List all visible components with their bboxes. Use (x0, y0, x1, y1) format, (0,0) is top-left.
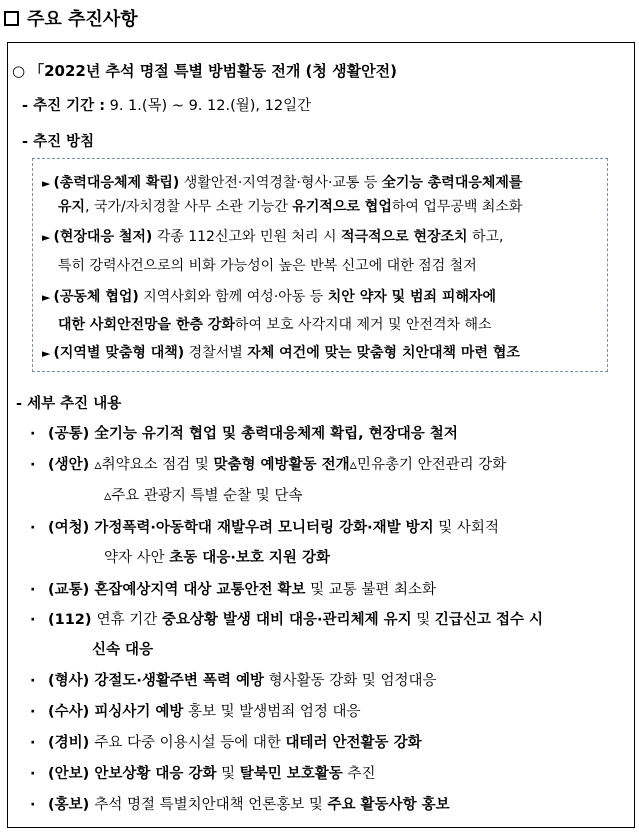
text-run: 가정폭력·아동학대 재발우려 모니터링 강화·재발 방지 (94, 520, 434, 536)
period-label: - 추진 기간 : (22, 98, 105, 114)
dot-bullet-icon: · (30, 612, 36, 628)
text-run: (교통) (48, 582, 95, 598)
dot-bullet-icon: · (30, 766, 36, 782)
event-title-line (12, 60, 397, 81)
arrow-bullet-icon: ► (42, 347, 51, 360)
event-title: 「2022년 추석 명절 특별 방범활동 전개 (청 생활안전) (29, 62, 397, 80)
detail-item (30, 700, 361, 721)
text-run: 약자 사안 (104, 550, 170, 566)
policy-item (42, 172, 522, 192)
dot-bullet-icon: · (30, 520, 36, 536)
text-run: (총력대응체제 확립) (53, 175, 180, 191)
text-run: ▵민유총기 안전관리 강화 (349, 457, 507, 473)
text-run: ▵취약요소 점검 및 (94, 457, 214, 473)
dot-bullet-icon: · (30, 735, 36, 751)
policy-item-continuation (58, 196, 522, 216)
policy-item-continuation (58, 314, 492, 334)
text-run: (경비) (48, 735, 95, 751)
detail-item (30, 793, 450, 814)
text-run: 생활안전·지역경찰·형사·교통 등 (179, 175, 382, 191)
text-run: (112) (48, 612, 97, 628)
detail-item (30, 516, 499, 537)
text-run: (공동체 협업) (53, 289, 139, 305)
text-run: 중요상황 발생 대비 대응·관리체제 유지 (161, 612, 412, 628)
text-run: 경찰서별 (184, 345, 248, 361)
text-run: 및 (411, 612, 435, 628)
text-run: 주요 다중 이용시설 등에 대한 (94, 735, 286, 751)
policy-item (42, 286, 496, 306)
dot-bullet-icon: · (30, 704, 36, 720)
text-run: (지역별 맞춤형 대책) (53, 345, 185, 361)
detail-item-continuation (92, 638, 153, 659)
dot-bullet-icon: · (30, 426, 36, 442)
detail-item (30, 453, 506, 474)
text-run: 全기능 총력대응체제를 (381, 175, 523, 191)
detail-item-continuation (104, 546, 330, 567)
text-run: 안보상황 대응 강화 (94, 766, 217, 782)
detail-item (30, 578, 436, 599)
policy-heading: - 추진 방침 (22, 134, 95, 150)
text-run: (여청) (48, 520, 95, 536)
dot-bullet-icon: · (30, 457, 36, 473)
section-header (4, 6, 138, 30)
text-run: 全기능 유기적 협업 및 총력대응체제 확립, 현장대응 철저 (94, 426, 458, 442)
text-run: (안보) (48, 766, 95, 782)
text-run: (현장대응 철저) (53, 229, 153, 245)
section-title: 주요 추진사항 (27, 9, 138, 30)
text-run: (형사) (48, 673, 95, 689)
arrow-bullet-icon: ► (42, 291, 51, 304)
text-run: (생안) (48, 457, 95, 473)
detail-item (30, 762, 375, 783)
text-run: 홍보 및 발생범죄 엄정 대응 (183, 704, 361, 720)
text-run: (수사) (48, 704, 95, 720)
text-run: 및 교통 불편 최소화 (305, 582, 437, 598)
arrow-bullet-icon: ► (42, 231, 51, 244)
text-run: 각종 112신고와 민원 처리 시 (152, 229, 341, 245)
text-run: 및 (216, 766, 240, 782)
detail-item (30, 669, 437, 690)
text-run: 강절도·생활주변 폭력 예방 (94, 673, 265, 689)
text-run: 긴급신고 접수 시 (434, 612, 544, 628)
text-run: 혼잡예상지역 대상 교통안전 확보 (94, 582, 306, 598)
text-run: 대테러 안전활동 강화 (285, 735, 422, 751)
policy-item-continuation (58, 255, 477, 275)
text-run: 초동 대응·보호 지원 강화 (169, 550, 330, 566)
period-value: 9. 1.(목) ~ 9. 12.(월), 12일간 (109, 98, 312, 114)
text-run: 탈북민 보호활동 (239, 766, 343, 782)
period-line (22, 94, 311, 115)
text-run: 특히 강력사건으로의 비화 가능성이 높은 반복 신고에 대한 점검 철저 (58, 258, 477, 274)
text-run: 형사활동 강화 및 엄정대응 (264, 673, 437, 689)
text-run: (홍보) (48, 797, 95, 813)
policy-item (42, 226, 504, 246)
text-run: 및 사회적 (433, 520, 499, 536)
dot-bullet-icon: · (30, 673, 36, 689)
arrow-bullet-icon: ► (42, 177, 51, 190)
text-run: (공통) (48, 426, 95, 442)
detail-item-continuation (104, 484, 302, 505)
text-run: 신속 대응 (92, 642, 154, 658)
text-run: 치안 약자 및 범죄 피해자에 (327, 289, 497, 305)
text-run: 연휴 기간 (96, 612, 162, 628)
detail-item (30, 422, 458, 443)
text-run: 자체 여건에 맞는 맞춤형 치안대책 마련 협조 (247, 345, 520, 361)
text-run: 적극적으로 현장조치 (340, 229, 468, 245)
text-run: 주요 활동사항 홍보 (327, 797, 450, 813)
dot-bullet-icon: · (30, 582, 36, 598)
text-run: 지역사회와 함께 여성·아동 등 (138, 289, 328, 305)
text-run: 하여 업무공백 최소화 (391, 199, 523, 215)
text-run: 하고, (467, 229, 504, 245)
text-run: 유기적으로 협업 (292, 199, 392, 215)
dot-bullet-icon: · (30, 797, 36, 813)
text-run: 맞춤형 예방활동 전개 (213, 457, 350, 473)
checkbox-icon (4, 11, 19, 26)
detail-item (30, 608, 543, 629)
text-run: 추진 (342, 766, 376, 782)
text-run: 피싱사기 예방 (94, 704, 184, 720)
detail-item (30, 731, 422, 752)
text-run: 대한 사회안전망을 한층 강화 (58, 317, 235, 333)
text-run: 추석 명절 특별치안대책 언론홍보 및 (94, 797, 328, 813)
circle-bullet-icon: ○ (12, 62, 26, 80)
details-heading: - 세부 추진 내용 (16, 396, 122, 412)
text-run: 유지 (58, 199, 86, 215)
text-run: , 국가/자치경찰 사무 소관 기능간 (85, 199, 293, 215)
text-run: ▵주요 관광지 특별 순찰 및 단속 (104, 488, 303, 504)
text-run: 하여 보호 사각지대 제거 및 안전격차 해소 (234, 317, 492, 333)
policy-item (42, 342, 520, 362)
